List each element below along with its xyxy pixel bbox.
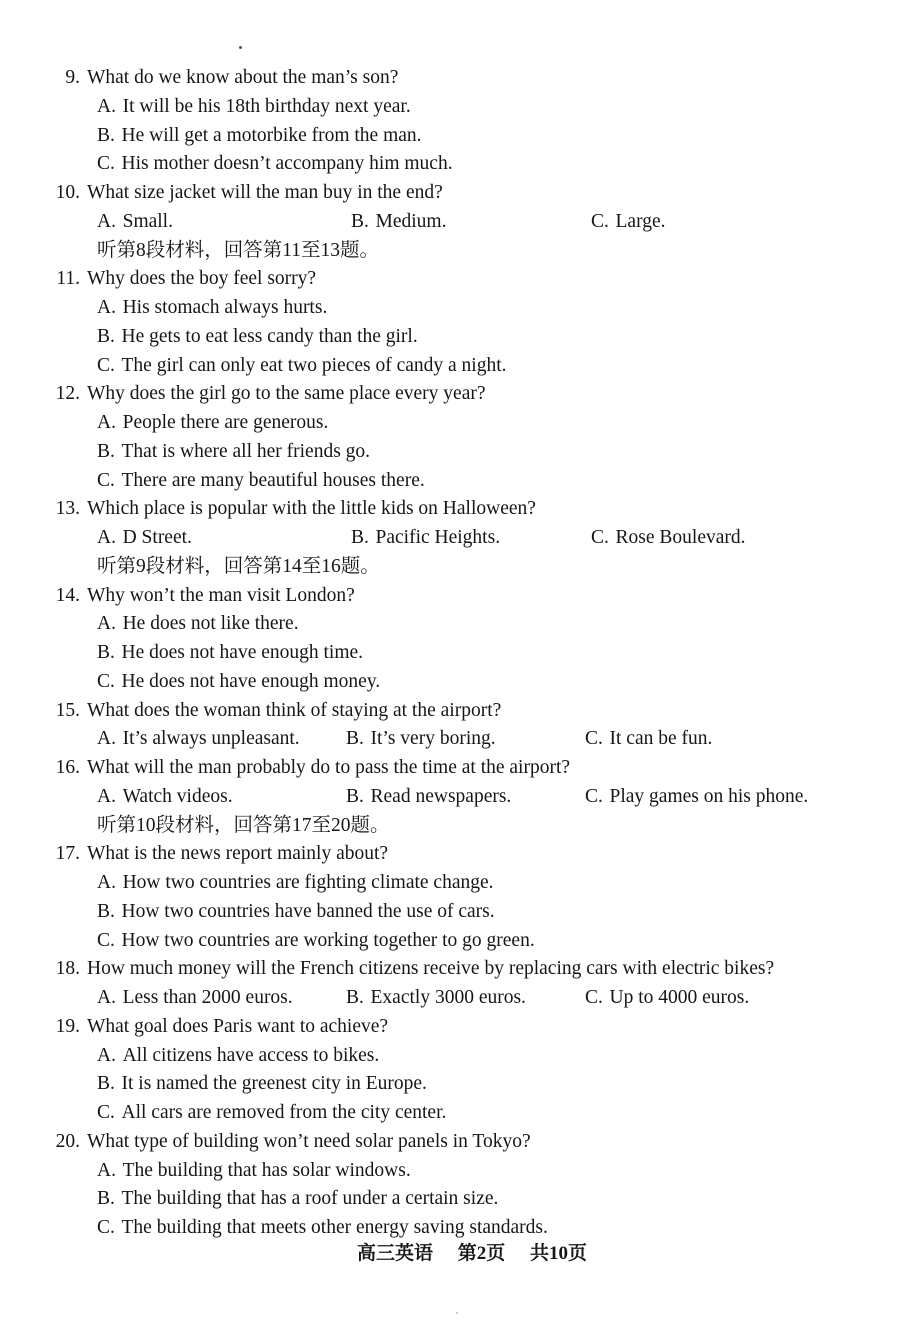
question-16-option-c	[585, 783, 808, 812]
option-text: It can be fun.	[609, 728, 713, 750]
option-text: His stomach always hurts.	[122, 297, 328, 318]
question-20-option-a	[0, 1157, 900, 1186]
option-text: There are many beautiful houses there.	[121, 469, 425, 491]
option-label: A.	[97, 297, 116, 318]
question-18	[0, 955, 900, 984]
scan-artifact-dot	[239, 46, 242, 49]
option-label: B.	[97, 124, 115, 146]
exam-content	[0, 64, 900, 1243]
question-13	[0, 495, 900, 524]
question-11	[0, 265, 900, 294]
question-18-option-a	[97, 984, 293, 1013]
footer-total-pages: 共10页	[529, 1243, 587, 1264]
section-text: 听第9段材料，回答第14至16题。	[97, 555, 380, 577]
option-label: C.	[97, 153, 115, 175]
question-19-option-a	[0, 1042, 900, 1071]
question-text: Why does the girl go to the same place every year?	[87, 383, 486, 405]
option-label: A.	[97, 210, 116, 232]
question-12-option-b	[0, 438, 900, 467]
question-number: 12.	[55, 383, 80, 405]
section-header-material-8	[0, 237, 900, 266]
option-label: A.	[97, 1159, 116, 1181]
question-number: 18.	[55, 958, 80, 980]
question-number: 10.	[55, 182, 80, 203]
option-text: It is named the greenest city in Europe.	[121, 1073, 427, 1095]
page-footer	[0, 1240, 900, 1268]
question-19-option-c	[0, 1099, 900, 1128]
option-text: That is where all her friends go.	[121, 440, 371, 462]
option-label: B.	[351, 210, 369, 232]
option-label: B.	[346, 785, 364, 807]
option-text: Exactly 3000 euros.	[370, 987, 526, 1008]
question-text: What does the woman think of staying at the airport?	[87, 699, 502, 721]
option-label: A.	[97, 728, 116, 750]
section-text: 听第10段材料，回答第17至20题。	[97, 814, 390, 836]
option-text: All citizens have access to bikes.	[122, 1044, 380, 1066]
question-15-option-c	[585, 725, 712, 754]
question-12	[0, 380, 900, 409]
option-text: It’s always unpleasant.	[122, 728, 300, 750]
option-label: A.	[97, 412, 116, 433]
question-18-option-c	[585, 984, 749, 1013]
question-16-options	[0, 783, 900, 812]
question-9	[0, 64, 900, 93]
question-17-option-b	[0, 898, 900, 927]
option-label: B.	[346, 987, 364, 1008]
question-number: 13.	[55, 498, 80, 520]
option-text: Read newspapers.	[370, 785, 512, 807]
question-text: What type of building won’t need solar panels in Tokyo?	[87, 1130, 531, 1152]
option-label: C.	[591, 210, 609, 232]
option-text: Large.	[615, 210, 666, 232]
question-number: 11.	[56, 268, 80, 290]
option-text: How two countries have banned the use of cars.	[121, 900, 495, 922]
question-11-option-c	[0, 352, 900, 381]
question-16-option-a	[97, 783, 233, 812]
option-label: A.	[97, 987, 116, 1008]
option-text: He gets to eat less candy than the girl.	[121, 325, 418, 347]
option-text: People there are generous.	[122, 412, 329, 433]
option-label: C.	[97, 1217, 115, 1238]
section-header-material-9	[0, 553, 900, 582]
option-text: He does not like there.	[122, 613, 299, 635]
question-20-option-c	[0, 1214, 900, 1243]
option-text: It will be his 18th birthday next year.	[122, 95, 411, 117]
question-18-options	[0, 984, 900, 1013]
question-15-option-a	[97, 725, 300, 754]
question-20	[0, 1128, 900, 1157]
question-text: Why does the boy feel sorry?	[87, 268, 317, 290]
question-text: What is the news report mainly about?	[87, 843, 389, 865]
question-9-option-b	[0, 122, 900, 151]
section-text: 听第8段材料，回答第11至13题。	[97, 239, 380, 261]
footer-page-number: 第2页	[457, 1243, 506, 1264]
question-15-option-b	[346, 725, 496, 754]
question-9-option-c	[0, 150, 900, 179]
option-text: Rose Boulevard.	[615, 527, 746, 548]
option-label: C.	[97, 354, 115, 376]
question-text: Which place is popular with the little kids on Halloween?	[87, 498, 536, 520]
question-10-option-b	[351, 208, 446, 237]
question-19	[0, 1013, 900, 1042]
option-text: All cars are removed from the city center.	[121, 1102, 447, 1123]
option-label: C.	[585, 785, 603, 807]
question-10	[0, 179, 900, 208]
question-13-option-b	[351, 524, 500, 553]
question-15	[0, 697, 900, 726]
option-text: D Street.	[122, 527, 192, 548]
question-10-options	[0, 208, 900, 237]
scan-artifact-dot	[456, 1312, 458, 1314]
question-20-option-b	[0, 1185, 900, 1214]
question-13-options	[0, 524, 900, 553]
question-15-options	[0, 725, 900, 754]
option-label: A.	[97, 613, 116, 635]
question-19-option-b	[0, 1070, 900, 1099]
option-label: C.	[585, 987, 603, 1008]
option-label: C.	[585, 728, 603, 750]
option-label: C.	[97, 670, 115, 692]
option-text: The building that has solar windows.	[122, 1159, 411, 1181]
question-12-option-a	[0, 409, 900, 438]
question-number: 16.	[55, 757, 80, 778]
question-17	[0, 840, 900, 869]
question-17-option-c	[0, 927, 900, 956]
option-label: B.	[97, 900, 115, 922]
option-text: Small.	[122, 210, 173, 232]
question-number: 20.	[55, 1130, 80, 1152]
option-text: Medium.	[375, 210, 447, 232]
question-18-option-b	[346, 984, 526, 1013]
option-label: B.	[346, 728, 364, 750]
question-16	[0, 754, 900, 783]
question-16-option-b	[346, 783, 511, 812]
option-label: A.	[97, 785, 116, 807]
option-label: C.	[97, 469, 115, 491]
footer-course-label: 高三英语	[357, 1243, 434, 1264]
question-14	[0, 582, 900, 611]
option-text: The girl can only eat two pieces of candy a night.	[121, 354, 507, 376]
question-14-option-b	[0, 639, 900, 668]
question-text: How much money will the French citizens receive by replacing cars with electric bikes?	[87, 958, 775, 980]
option-label: A.	[97, 95, 116, 117]
question-number: 15.	[55, 699, 80, 721]
question-text: What goal does Paris want to achieve?	[87, 1015, 389, 1037]
option-label: B.	[97, 642, 115, 663]
question-number: 17.	[55, 843, 80, 865]
question-text: What size jacket will the man buy in the end?	[87, 182, 443, 203]
option-label: B.	[97, 1073, 115, 1095]
option-label: C.	[591, 527, 609, 548]
question-9-option-a	[0, 93, 900, 122]
option-text: He does not have enough money.	[121, 670, 381, 692]
option-text: He does not have enough time.	[121, 642, 364, 663]
question-number: 9.	[65, 67, 80, 88]
question-13-option-c	[591, 524, 746, 553]
option-text: Play games on his phone.	[609, 785, 809, 807]
option-label: B.	[97, 440, 115, 462]
option-text: Watch videos.	[122, 785, 233, 807]
option-label: C.	[97, 929, 115, 951]
option-label: A.	[97, 527, 116, 548]
question-10-option-c	[591, 208, 666, 237]
option-label: B.	[97, 325, 115, 347]
section-header-material-10	[0, 812, 900, 841]
question-10-option-a	[97, 208, 173, 237]
question-number: 14.	[55, 584, 80, 606]
question-14-option-a	[0, 610, 900, 639]
option-text: How two countries are working together to go green.	[121, 929, 535, 951]
question-17-option-a	[0, 869, 900, 898]
option-label: B.	[351, 527, 369, 548]
question-text: Why won’t the man visit London?	[87, 584, 355, 606]
option-text: The building that meets other energy saving standards.	[121, 1217, 548, 1238]
question-text: What do we know about the man’s son?	[87, 67, 399, 88]
option-text: Pacific Heights.	[375, 527, 501, 548]
question-11-option-a	[0, 294, 900, 323]
question-number: 19.	[55, 1015, 80, 1037]
question-12-option-c	[0, 467, 900, 496]
option-label: A.	[97, 1044, 116, 1066]
option-label: A.	[97, 872, 116, 893]
question-14-option-c	[0, 668, 900, 697]
option-text: The building that has a roof under a certain size.	[121, 1188, 499, 1210]
question-text: What will the man probably do to pass the time at the airport?	[87, 757, 571, 778]
option-text: Up to 4000 euros.	[609, 987, 750, 1008]
option-text: He will get a motorbike from the man.	[121, 124, 422, 146]
question-13-option-a	[97, 524, 192, 553]
question-11-option-b	[0, 323, 900, 352]
option-text: His mother doesn’t accompany him much.	[121, 153, 453, 175]
option-label: B.	[97, 1188, 115, 1210]
option-text: Less than 2000 euros.	[122, 987, 293, 1008]
option-text: How two countries are fighting climate change.	[122, 872, 494, 893]
option-label: C.	[97, 1102, 115, 1123]
option-text: It’s very boring.	[370, 728, 496, 750]
